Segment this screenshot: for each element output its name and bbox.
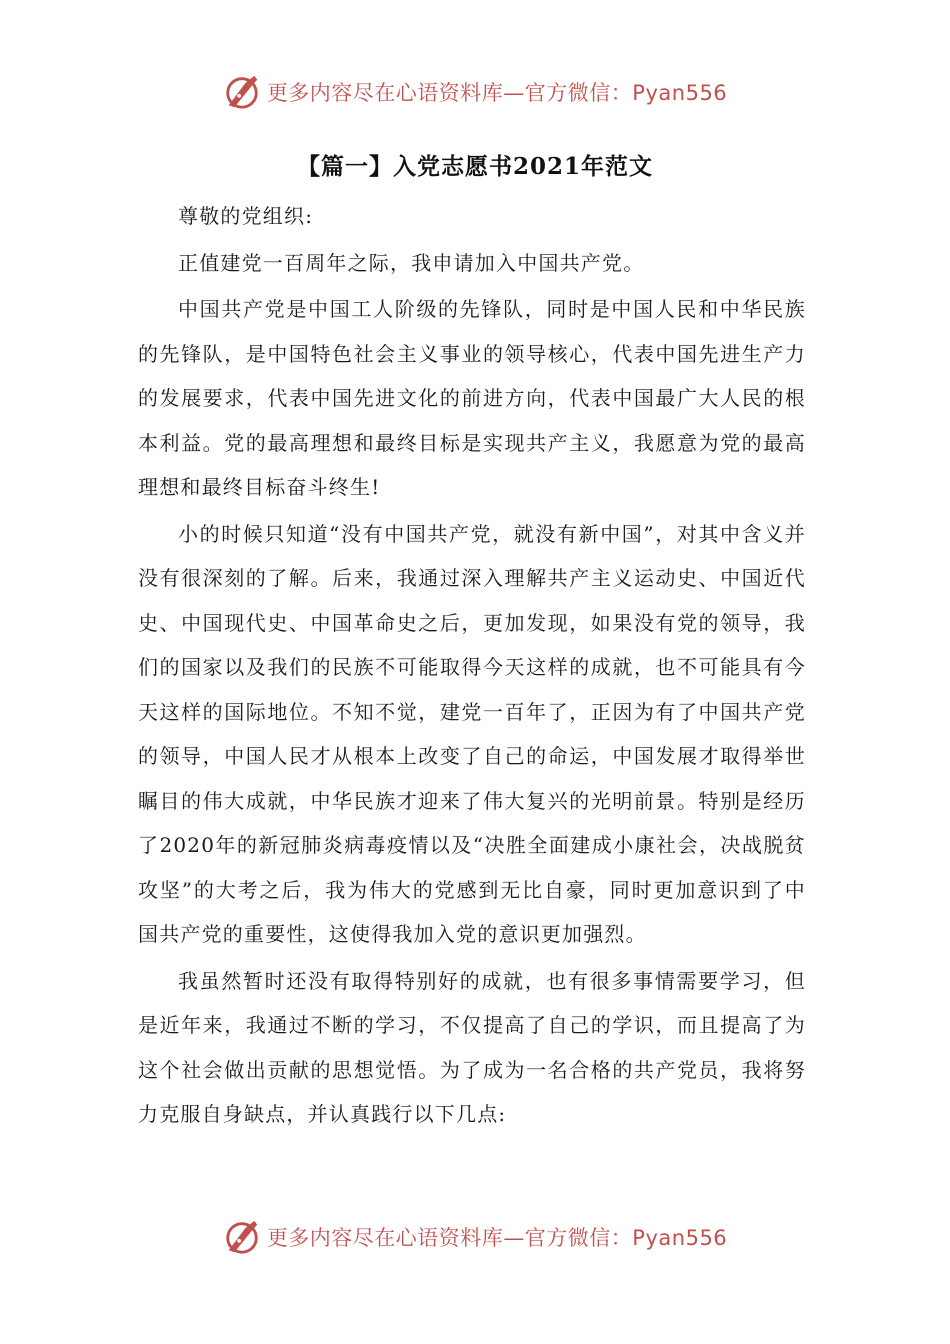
- paragraph-intro: 正值建党一百周年之际，我申请加入中国共产党。: [178, 250, 645, 275]
- document-title: 【篇一】入党志愿书2021年范文: [296, 153, 653, 180]
- paragraph-childhood: 小的时候只知道“没有中国共产党，就没有新中国”，对其中含义并没有很深刻的了解。后来，我通过深入理解共产主义运动史、中国近代史、中国现代史、中国革命史之后，更加发现，如果没有党的领导，我们的国家以及我们的民族不可能取得今天这样的成就，也不可能具有今天这样的国际地位。不知不觉，建党一百年了，正因为有了中国共产党的领导，中国人民才从根本上改变了自己的命运，中国发展才取得举世瞩目的伟大成就，中华民族才迎来了伟大复兴的光明前景。特别是经历了2020年的新冠肺炎病毒疫情以及“决胜全面建成小康社会，决战脱贫攻坚”的大考之后，我为伟大的党感到无比自豪，同时更加意识到了中国共产党的重要性，这使得我加入党的意识更加强烈。: [138, 521, 806, 946]
- header-banner: [0, 70, 950, 114]
- pen-nib-logo-icon: [223, 1218, 261, 1256]
- header-banner-text[interactable]: 更多内容尽在心语资料库—官方微信：Pyan556: [266, 81, 728, 105]
- paragraph-party-nature: 中国共产党是中国工人阶级的先锋队，同时是中国人民和中华民族的先锋队，是中国特色社会主义事业的领导核心，代表中国先进生产力的发展要求，代表中国先进文化的前进方向，代表中国最广大人民的根本利益。党的最高理想和最终目标是实现共产主义，我愿意为党的最高理想和最终目标奋斗终生!: [138, 297, 806, 499]
- salutation: 尊敬的党组织:: [178, 204, 314, 228]
- document-body: [138, 194, 806, 1139]
- footer-banner-text[interactable]: 更多内容尽在心语资料库—官方微信：Pyan556: [266, 1226, 728, 1250]
- footer-banner: [0, 1215, 950, 1259]
- paragraph-commitment: 我虽然暂时还没有取得特别好的成就，也有很多事情需要学习，但是近年来，我通过不断的学习，不仅提高了自己的学识，而且提高了为这个社会做出贡献的思想觉悟。为了成为一名合格的共产党员，我将努力克服自身缺点，并认真践行以下几点:: [138, 968, 806, 1126]
- pen-nib-logo-icon: [223, 73, 261, 111]
